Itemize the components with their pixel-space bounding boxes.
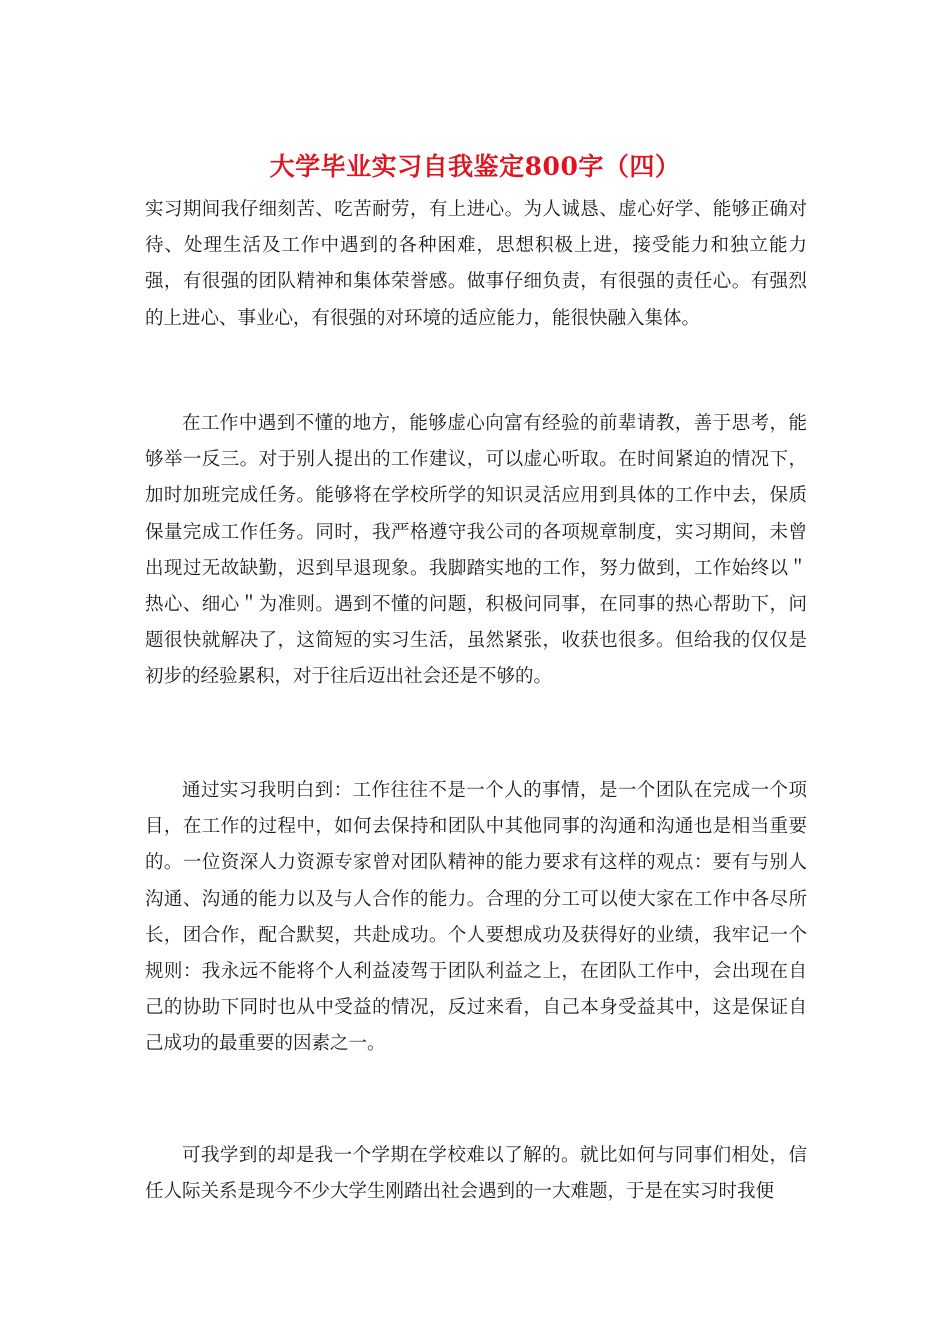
paragraph-3: 通过实习我明白到：工作往往不是一个人的事情，是一个团队在完成一个项目，在工作的过程中，如何去保持和团队中其他同事的沟通和沟通也是相当重要的。一位资深人力资源专家曾对团队精神的能力要求有这样的观点：要有与别人沟通、沟通的能力以及与人合作的能力。合理的分工可以使大家在工作中各尽所长，团合作，配合默契，共赴成功。个人要想成功及获得好的业绩，我牢记一个规则：我永远不能将个人利益凌驾于团队利益之上，在团队工作中，会出现在自己的协助下同时也从中受益的情况，反过来看，自己本身受益其中，这是保证自己成功的最重要的因素之一。 — [145, 780, 807, 1055]
paragraph-4: 可我学到的却是我一个学期在学校难以了解的。就比如何与同事们相处，信任人际关系是现今不少大学生刚踏出社会遇到的一大难题，于是在实习时我便 — [145, 1145, 807, 1203]
paragraph-1: 实习期间我仔细刻苦、吃苦耐劳，有上进心。为人诚恳、虚心好学、能够正确对待、处理生活及工作中遇到的各种困难，思想积极上进，接受能力和独立能力强，有很强的团队精神和集体荣誉感。做事仔细负责，有很强的责任心。有强烈的上进心、事业心，有很强的对环境的适应能力，能很快融入集体。 — [145, 199, 807, 329]
paragraph-2: 在工作中遇到不懂的地方，能够虚心向富有经验的前辈请教，善于思考，能够举一反三。对于别人提出的工作建议，可以虚心听取。在时间紧迫的情况下，加时加班完成任务。能够将在学校所学的知识灵活应用到具体的工作中去，保质保量完成工作任务。同时，我严格遵守我公司的各项规章制度，实习期间，未曾出现过无故缺勤，迟到早退现象。我脚踏实地的工作，努力做到，工作始终以＂热心、细心＂为准则。遇到不懂的问题，积极问同事，在同事的热心帮助下，问题很快就解决了，这简短的实习生活，虽然紧张，收获也很多。但给我的仅仅是初步的经验累积，对于往后迈出社会还是不够的。 — [145, 413, 807, 688]
document-title: 大学毕业实习自我鉴定800字（四） — [269, 152, 681, 181]
